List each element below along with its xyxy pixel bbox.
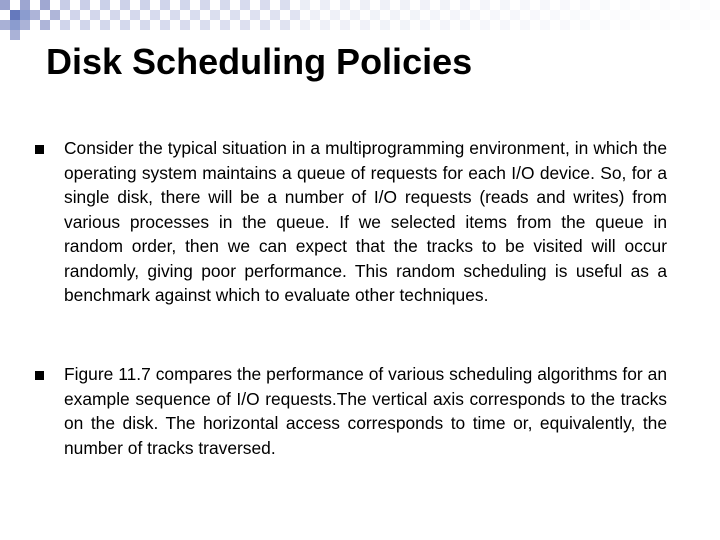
checker-cell bbox=[700, 0, 710, 10]
checker-cell bbox=[600, 20, 610, 30]
bullet-item bbox=[35, 136, 667, 308]
checker-cell bbox=[130, 10, 140, 20]
checker-cell bbox=[570, 10, 580, 20]
checker-cell bbox=[80, 0, 90, 10]
checker-cell bbox=[220, 20, 230, 30]
checker-cell bbox=[660, 20, 670, 30]
checker-cell bbox=[300, 20, 310, 30]
checker-cell bbox=[150, 10, 160, 20]
checker-cell bbox=[70, 10, 80, 20]
checker-cell bbox=[60, 20, 70, 30]
checker-cell bbox=[510, 10, 520, 20]
checker-cell bbox=[590, 10, 600, 20]
checker-cell bbox=[610, 10, 620, 20]
checker-cell bbox=[90, 10, 100, 20]
checker-cell bbox=[530, 10, 540, 20]
checker-cell bbox=[310, 10, 320, 20]
checker-cell bbox=[490, 10, 500, 20]
checker-cell bbox=[450, 10, 460, 20]
checker-cell bbox=[260, 20, 270, 30]
checker-cell bbox=[620, 0, 630, 10]
checker-cell bbox=[300, 0, 310, 10]
checker-cell bbox=[520, 0, 530, 10]
checker-cell bbox=[40, 0, 50, 10]
checker-cell bbox=[500, 20, 510, 30]
checker-cell bbox=[120, 0, 130, 10]
checker-cell bbox=[660, 0, 670, 10]
checker-cell bbox=[400, 20, 410, 30]
checker-cell bbox=[160, 0, 170, 10]
checker-cell bbox=[190, 10, 200, 20]
checker-cell bbox=[260, 0, 270, 10]
bullet-item bbox=[35, 362, 667, 460]
checker-cell bbox=[0, 0, 10, 10]
square-bullet-icon bbox=[35, 145, 44, 154]
checker-cell bbox=[240, 0, 250, 10]
checker-cell bbox=[140, 20, 150, 30]
checker-cell bbox=[390, 10, 400, 20]
checker-cell bbox=[160, 20, 170, 30]
checker-cell bbox=[540, 20, 550, 30]
checker-cell bbox=[140, 0, 150, 10]
bullet-text: Figure 11.7 compares the performance of various scheduling algorithms for an example sequence of I/O requests.The vertical axis corresponds to the tracks on the disk. The horizontal access corresponds to time or, equivalently, the number of tracks traversed. bbox=[64, 364, 667, 458]
checker-cell bbox=[100, 20, 110, 30]
checker-cell bbox=[700, 20, 710, 30]
checker-cell bbox=[290, 10, 300, 20]
square-bullet-icon bbox=[35, 371, 44, 380]
checker-cell bbox=[180, 20, 190, 30]
slide-title: Disk Scheduling Policies bbox=[46, 41, 473, 82]
checker-cell bbox=[380, 20, 390, 30]
checker-cell bbox=[580, 0, 590, 10]
checkered-header-decoration bbox=[0, 0, 720, 40]
checker-cell bbox=[280, 0, 290, 10]
checker-cell bbox=[350, 10, 360, 20]
checker-cell bbox=[0, 20, 10, 30]
checker-cell bbox=[60, 0, 70, 10]
checker-cell bbox=[640, 20, 650, 30]
checker-cell bbox=[420, 0, 430, 10]
checker-cell bbox=[550, 10, 560, 20]
checker-cell bbox=[440, 20, 450, 30]
checker-cell bbox=[20, 0, 30, 10]
checker-cell bbox=[360, 20, 370, 30]
checker-cell bbox=[250, 10, 260, 20]
checker-cell bbox=[670, 10, 680, 20]
checker-cell bbox=[240, 20, 250, 30]
bullet-text: Consider the typical situation in a multiprogramming environment, in which the operating system maintains a queue of requests for each I/O device. So, for a single disk, there will be a number of I/O requests (reads and writes) from various processes in the queue. If we selected items from the queue in random order, then we can expect that the tracks to be visited will occur randomly, giving poor performance. This random scheduling is useful as a benchmark against which to evaluate other techniques. bbox=[64, 138, 667, 305]
checker-cell bbox=[180, 0, 190, 10]
checker-cell bbox=[480, 20, 490, 30]
checker-cell bbox=[380, 0, 390, 10]
checker-cell bbox=[440, 0, 450, 10]
checker-cell bbox=[200, 20, 210, 30]
checker-cell bbox=[690, 10, 700, 20]
checker-cell bbox=[600, 0, 610, 10]
checker-cell bbox=[340, 0, 350, 10]
checker-cell bbox=[200, 0, 210, 10]
checker-cell bbox=[100, 0, 110, 10]
checker-cell bbox=[230, 10, 240, 20]
checker-cell bbox=[580, 20, 590, 30]
checker-cell bbox=[680, 20, 690, 30]
checker-cell bbox=[710, 10, 720, 20]
checker-cell bbox=[560, 20, 570, 30]
checker-cell bbox=[410, 10, 420, 20]
checker-cell bbox=[460, 0, 470, 10]
checker-cell bbox=[40, 20, 50, 30]
checker-cell bbox=[270, 10, 280, 20]
checker-cell bbox=[540, 0, 550, 10]
checker-cell bbox=[460, 20, 470, 30]
checker-cell bbox=[470, 10, 480, 20]
checker-cell bbox=[210, 10, 220, 20]
checker-cell bbox=[420, 20, 430, 30]
checker-cell bbox=[680, 0, 690, 10]
checker-cell bbox=[110, 10, 120, 20]
checker-cell bbox=[330, 10, 340, 20]
checker-cell bbox=[620, 20, 630, 30]
checker-cell bbox=[30, 10, 40, 20]
checker-cell bbox=[400, 0, 410, 10]
checker-cell bbox=[340, 20, 350, 30]
checker-cell bbox=[10, 30, 20, 40]
checker-cell bbox=[280, 20, 290, 30]
checker-cell bbox=[520, 20, 530, 30]
checker-cell bbox=[630, 10, 640, 20]
checker-cell bbox=[370, 10, 380, 20]
checker-cell bbox=[640, 0, 650, 10]
checker-cell bbox=[20, 20, 30, 30]
checker-cell bbox=[480, 0, 490, 10]
checker-cell bbox=[50, 10, 60, 20]
checker-accent-cell bbox=[10, 20, 20, 30]
checker-accent-cell bbox=[20, 10, 30, 20]
checker-cell bbox=[320, 0, 330, 10]
checker-cell bbox=[220, 0, 230, 10]
checker-cell bbox=[170, 10, 180, 20]
checker-cell bbox=[320, 20, 330, 30]
checker-cell bbox=[430, 10, 440, 20]
checker-cell bbox=[560, 0, 570, 10]
checker-cell bbox=[500, 0, 510, 10]
checker-cell bbox=[80, 20, 90, 30]
checker-cell bbox=[360, 0, 370, 10]
checker-cell bbox=[650, 10, 660, 20]
checker-accent-cell bbox=[10, 10, 20, 20]
checker-cell bbox=[120, 20, 130, 30]
